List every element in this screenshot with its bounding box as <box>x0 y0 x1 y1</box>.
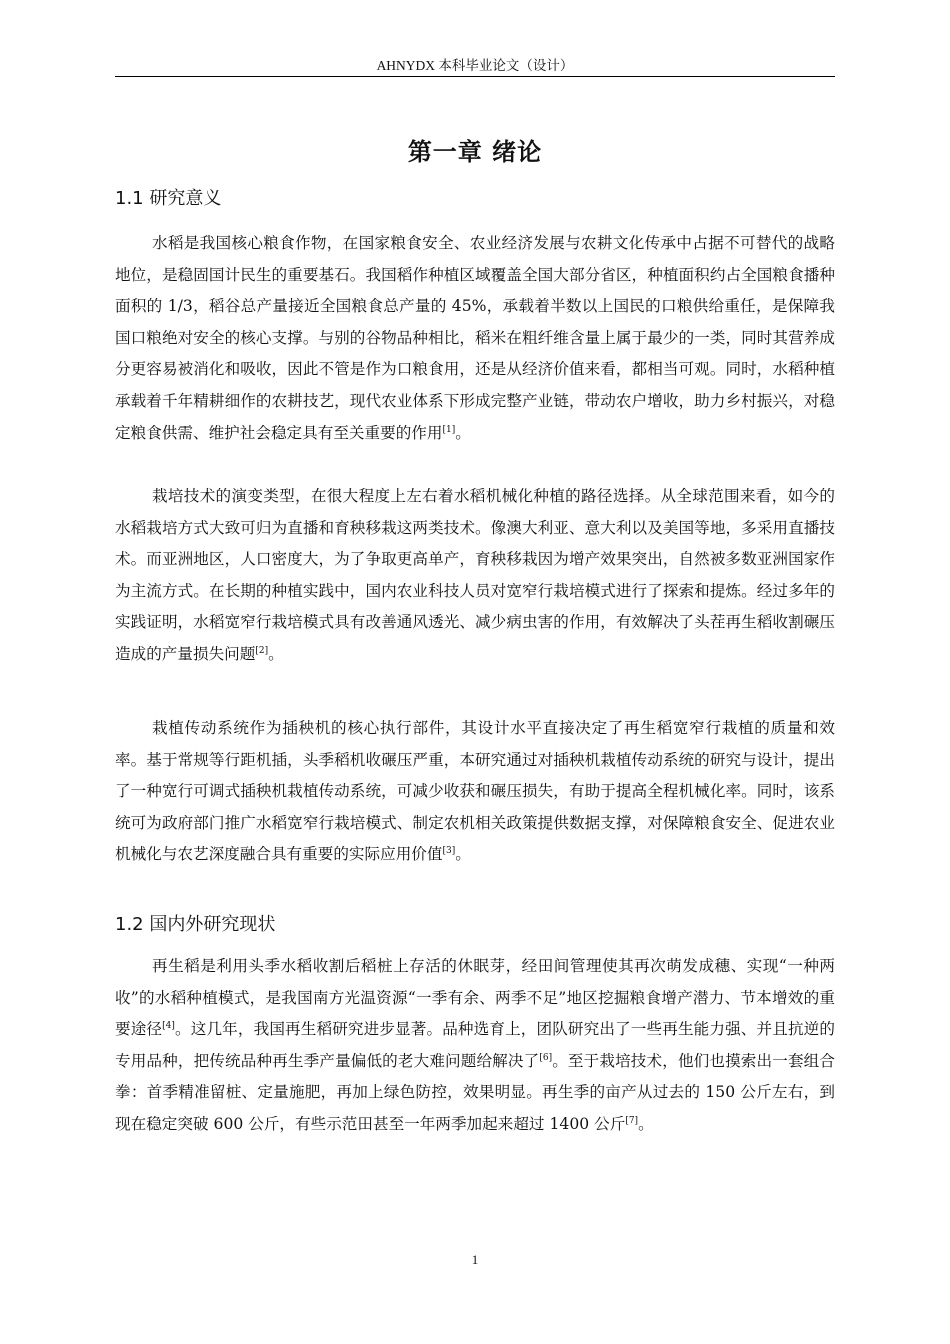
citation-ref: [3] <box>442 846 456 857</box>
paragraph-research-status-1: 再生稻是利用头季水稻收割后稻桩上存活的休眠芽，经田间管理使其再次萌发成穗、实现“一种两收”的水稻种植模式，是我国南方光温资源“一季有余、两季不足”地区挖掘粮食增产潜力、节本增效的重要途径[4]。这几年，我国再生稻研究进步显著。品种选育上，团队研究出了一些再生能力强、并且抗逆的专用品种，把传统品种再生季产量偏低的老大难问题给解决了[6]。至于栽培技术，他们也摸索出一套组合拳：首季精准留桩、定量施肥，再加上绿色防控，效果明显。再生季的亩产从过去的 150 公斤左右，到现在稳定突破 600 公斤，有些示范田甚至一年两季加起来超过 1400 公斤[7]。 <box>115 957 835 1133</box>
chapter-title: 第一章 绪论 <box>407 138 543 166</box>
citation-ref: [6] <box>539 1052 553 1063</box>
citation-ref: [2] <box>255 645 269 656</box>
header-rule <box>115 76 835 77</box>
section-heading-1-2: 1.2 国内外研究现状 <box>115 914 276 935</box>
citation-ref: [7] <box>625 1115 639 1126</box>
citation-ref: [4] <box>162 1021 175 1032</box>
paragraph-research-significance-3: 栽植传动系统作为插秧机的核心执行部件，其设计水平直接决定了再生稻宽窄行栽植的质量和效率。基于常规等行距机插，头季稻机收碾压严重，本研究通过对插秧机栽植传动系统的研究与设计，提出了一种宽行可调式插秧机栽植传动系统，可减少收获和碾压损失，有助于提高全程机械化率。同时，该系统可为政府部门推广水稻宽窄行栽培模式、制定农机相关政策提供数据支撑，对保障粮食安全、促进农业机械化与农艺深度融合具有重要的实际应用价值[3]。 <box>115 719 835 864</box>
section-heading-1-1: 1.1 研究意义 <box>115 188 222 209</box>
citation-ref: [1] <box>442 424 456 435</box>
running-header: AHNYDX 本科毕业论文（设计） <box>376 58 574 73</box>
paragraph-research-significance-2: 栽培技术的演变类型，在很大程度上左右着水稻机械化种植的路径选择。从全球范围来看，如今的水稻栽培方式大致可归为直播和育秧移栽这两类技术。像澳大利亚、意大利以及美国等地，多采用直播技术。而亚洲地区，人口密度大，为了争取更高单产，育秧移栽因为增产效果突出，自然被多数亚洲国家作为主流方式。在长期的种植实践中，国内农业科技人员对宽窄行栽培模式进行了探索和提炼。经过多年的实践证明，水稻宽窄行栽培模式具有改善通风透光、减少病虫害的作用，有效解决了头茬再生稻收割碾压造成的产量损失问题[2]。 <box>115 487 835 663</box>
paragraph-research-significance-1: 水稻是我国核心粮食作物，在国家粮食安全、农业经济发展与农耕文化传承中占据不可替代的战略地位，是稳固国计民生的重要基石。我国稻作种植区域覆盖全国大部分省区，种植面积约占全国粮食播种面积的 1/3，稻谷总产量接近全国粮食总产量的 45%，承载着半数以上国民的口粮供给重任，是保障我国口粮绝对安全的核心支撑。与别的谷物品种相比，稻米在粗纤维含量上属于最少的一类，同时其营养成分更容易被消化和吸收，因此不管是作为口粮食用，还是从经济价值来看，都相当可观。同时，水稻种植承载着千年精耕细作的农耕技艺，现代农业体系下形成完整产业链，带动农户增收，助力乡村振兴，对稳定粮食供需、维护社会稳定具有至关重要的作用[1]。 <box>115 234 835 442</box>
page-number: 1 <box>471 1252 479 1267</box>
